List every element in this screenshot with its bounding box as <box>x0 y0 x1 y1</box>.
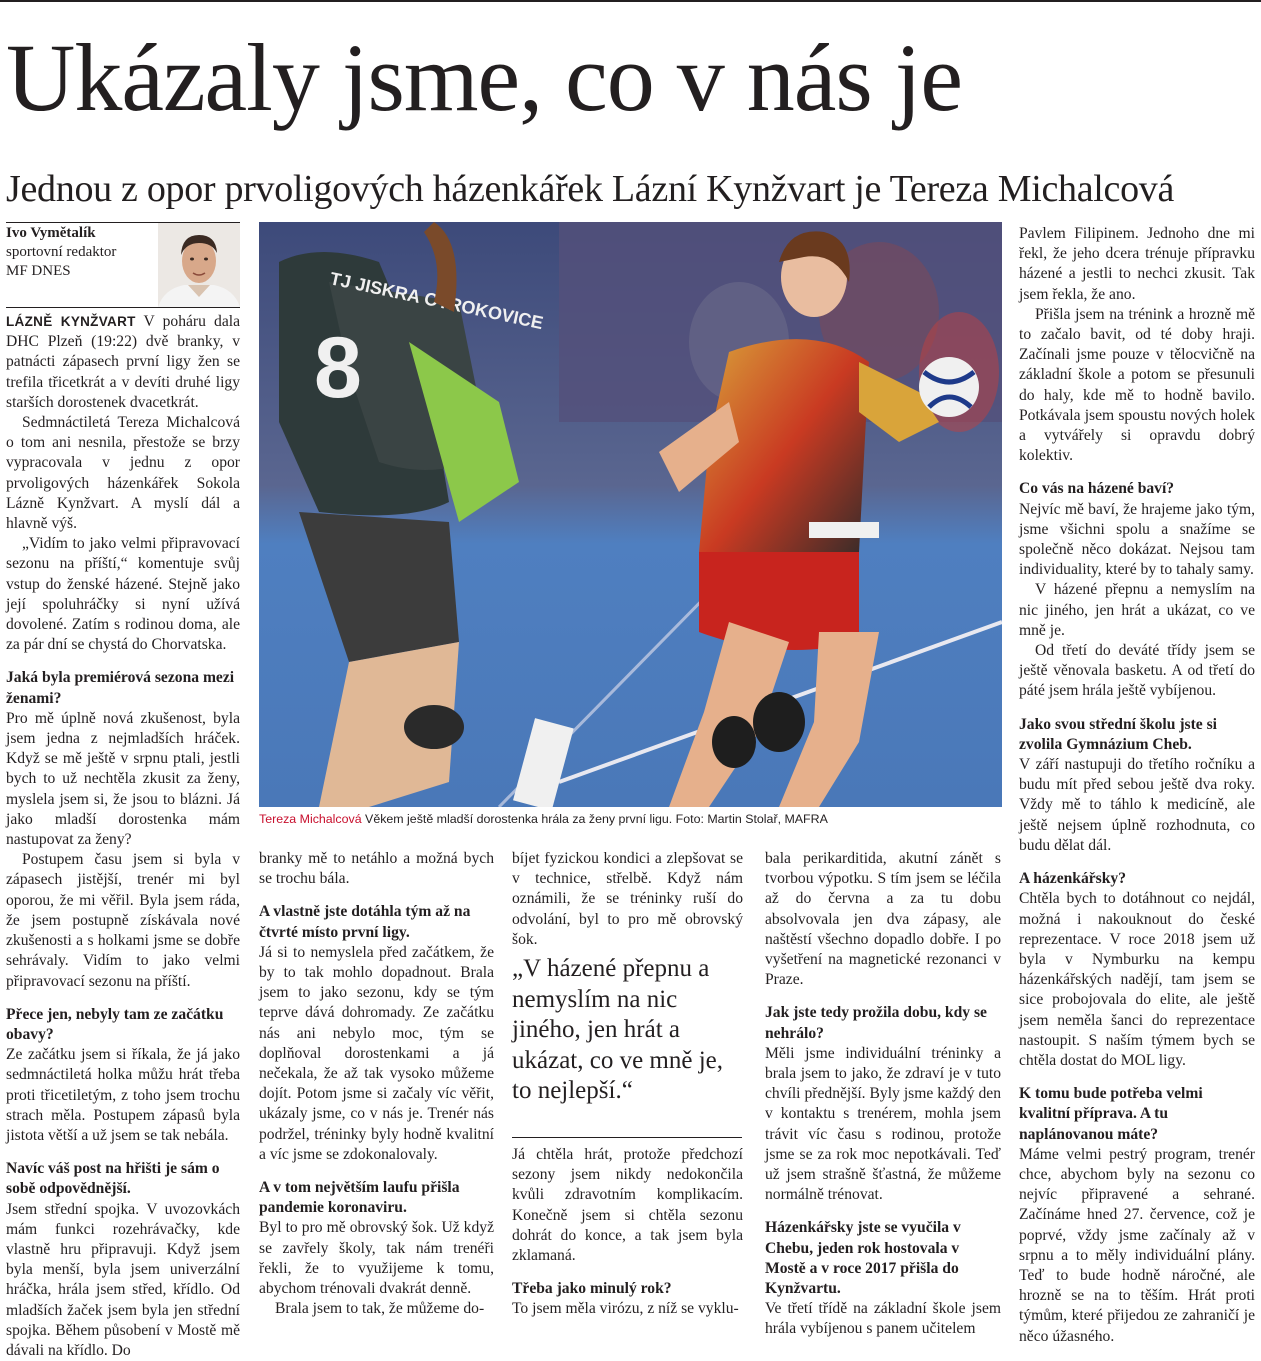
caption-credit: Foto: Martin Stolař, MAFRA <box>672 812 828 826</box>
handball-photo <box>259 222 1002 807</box>
column-2 <box>259 849 494 1319</box>
answer: To jsem měla virózu, z níž se vyklu- <box>512 1300 739 1318</box>
author-role: sportovní redaktor <box>6 244 117 260</box>
pull-quote-rule <box>512 1137 742 1138</box>
subheadline: Jednou z opor prvoligových házenkářek Lázní Kynžvart je Tereza Michalcová <box>6 168 1175 210</box>
answer: Nejvíc mě baví, že hrajeme jako tým, jsme všichni spolu a snažíme se společně něco dokázat. Nejsou tam individuality, které by to tahaly samy. <box>1019 500 1255 579</box>
answer: Ve třetí třídě na základní škole jsem hrála vybíjenou s panem učitelem <box>765 1300 1001 1338</box>
photo-caption <box>259 810 1019 828</box>
answer: Od třetí do deváté třídy jsem se ještě věnovala basketu. A od třetí do páté jsem hrála ještě vybíjenou. <box>1019 642 1255 700</box>
author-name: Ivo Vymětalík <box>6 225 96 241</box>
answer: Postupem času jsem si byla v zápasech jistější, trenér mi byl oporou, že mi věřil. Byla jsem ráda, že jsem postupně získávala nové zkušenosti a s holkami jsme se dobře sehrávaly. Vidím to jako velmi připravovací sezonu na příští. <box>6 851 240 990</box>
caption-text: Věkem ještě mladší dorostenka hrála za ženy první ligu. <box>361 812 673 826</box>
headline: Ukázaly jsme, co v nás je <box>6 24 962 131</box>
paragraph: Já chtěla hrát, protože předchozí sezony jsem nikdy nedokončila kvůli zdravotním komplikacím. Konečně jsem si chtěla sezonu dohrát do konce, a tak jsem byla zklamaná. <box>512 1146 743 1265</box>
answer: Ze začátku jsem si říkala, že já jako sedmnáctiletá holka můžu hrát třeba proti třicetiletým, z toho jsem trochu strach měla. Postupem zápasů byla jistota větší a už jsem se tak nebála. <box>6 1046 240 1144</box>
author-box <box>6 224 158 281</box>
answer: Měli jsme individuální tréninky a brala jsem to jako, že zdraví je v tuto chvíli přednější. Byly jsme každý den v kontaktu s trenérem, mohla jsem trávit víc času s rodinou, protože jsme se za rok moc nepotkávali. Teď už jsem strašně šťastná, že můžeme normálně trénovat. <box>765 1044 1001 1204</box>
answer: Brala jsem to tak, že můžeme do- <box>275 1300 485 1318</box>
paragraph: bíjet fyzickou kondici a zlepšovat se v technice, střelbě. Když nám oznámili, že se tréninky ruší do odvolání, byl to pro mě obrovský šok. <box>512 850 743 948</box>
question: Jako svou střední školu jste si zvolila Gymnázium Cheb. <box>1019 715 1217 753</box>
answer: V září nastupuji do třetího ročníku a budu mít před sebou ještě dva roky. Vždy mě to táhlo k medicíně, ale ještě nejsem úplně rozhodnuta, co budu dělat dál. <box>1019 756 1255 854</box>
dateline: LÁZNĚ KYNŽVART <box>6 314 136 329</box>
question: A vlastně jste dotáhla tým až na čtvrté místo první ligy. <box>259 903 471 941</box>
author-portrait-image <box>158 223 240 307</box>
jersey-left-text: TJ JISKRA OTROKOVICE <box>328 268 545 334</box>
paragraph: bala perikarditida, akutní zánět s tvorbou výpotku. S tím jsem se léčila až do června a za tu dobu absolvovala jen dva zápasy, ale naštěstí všechno dopadlo dobře. I po vyšetření na magnetické rezonanci v Praze. <box>765 850 1001 989</box>
answer: Máme velmi pestrý program, trenér chce, abychom byly na sezonu co nejvíc připravené a sehrané. Začínáme hned 27. července, což je poprvé, vždy jsme začínaly až v srpnu a to měly individuální plány. Teď to bude hodně náročné, ale hrozně se na to těším. Hrát proti týmům, které přijedou ze zahraničí je něco úžasného. <box>1019 1145 1255 1345</box>
article-photo <box>259 222 1002 807</box>
answer: Pro mě úplně nová zkušenost, byla jsem jedna z nejmladších hráček. Když se mě ještě v srpnu ptali, jestli bych to už nechtěla zkusit za ženy, myslela jsem si, že jsou to blázni. Já jako mladší dorostenka mám nastupovat za ženy? <box>6 709 240 849</box>
column-1 <box>6 312 240 1361</box>
question: A házenkářsky? <box>1019 870 1127 888</box>
paragraph: V poháru dala DHC Plzeň (19:22) dvě branky, v patnácti zápasech první ligy žen se trefila třicetkrát a v devíti druhé ligy starších dorostenek dvacetkrát. <box>6 313 240 411</box>
caption-name: Tereza Michalcová <box>259 812 362 826</box>
answer: Jsem střední spojka. V uvozovkách mám funkci rozehrávačky, kde vlastně hru připravuji. Když jsem byla menší, byla jsem univerzální hráčka, hrála jsem střed, křídlo. Od mladších žaček jsem byla jen střední spojka. Během působení v Mostě mě dávali na křídlo. Do <box>6 1200 240 1359</box>
paragraph: branky mě to netáhlo a možná bych se trochu bála. <box>259 850 494 888</box>
question: Přece jen, nebyly tam ze začátku obavy? <box>6 1005 224 1043</box>
paragraph: Pavlem Filipinem. Jednoho dne mi řekl, že jeho dcera trénuje přípravku házené a jestli to nechci zkusit. Tak jsem řekla, že ano. <box>1019 225 1255 303</box>
column-3 <box>512 849 743 950</box>
question: Co vás na házené baví? <box>1019 480 1175 498</box>
author-portrait <box>158 223 240 307</box>
column-5 <box>1019 224 1255 1347</box>
answer: Já si to nemyslela před začátkem, že by to tak mohlo dopadnout. Brala jsem to jako sezonu, kdy se tým teprve dává dohromady. Ze začátku nás ani nebylo moc, tým se doplňoval dorostenkami a já nečekala, že až tak vysoko můžeme dojít. Potom jsme si začaly víc věřit, ukázaly jsme, co v nás je. Trenér nás podržel, tréninky byly hodně kvalitní a víc jsme se zdokonalovaly. <box>259 943 494 1163</box>
question: A v tom největším laufu přišla pandemie koronaviru. <box>259 1179 460 1217</box>
column-3-lower <box>512 1145 743 1320</box>
column-4 <box>765 849 1001 1340</box>
answer: Chtěla bych to dotáhnout co nejdál, možná i nakouknout do české reprezentace. V roce 2018 jsem už byla v Nymburku na kempu házenkářských nadějí, tam jsem se sice probojovala do elite, ale ještě jsem neměla šanci do reprezentace nastoupit. S naším týmem bych se chtěla dostat do MOL ligy. <box>1019 890 1255 1069</box>
question: Jaká byla premiérová sezona mezi ženami? <box>6 669 235 707</box>
paragraph: Sedmnáctiletá Tereza Michalcová o tom ani nesnila, přestože se brzy vypracovala v jednu z opor prvoligových házenkářek Sokola Lázně Kynžvart. A myslí dál a hlavně výš. <box>6 414 240 533</box>
question: Jak jste tedy prožila dobu, kdy se nehrálo? <box>765 1004 987 1042</box>
author-outlet: MF DNES <box>6 263 71 279</box>
paragraph: Přišla jsem na trénink a hrozně mě to začalo bavit, od té doby hraji. Začínali jsme pouze v tělocvičně na základní škole a potom se přesunuli do haly, kde mě to hodně bavilo. Potkávala jsem spoustu nových holek a vytvářely si opravdu dobrý kolektiv. <box>1019 305 1255 465</box>
answer: V házené přepnu a nemyslím na nic jiného, jen hrát a ukázat, co ve mně je. <box>1019 581 1255 639</box>
jersey-left-number: 8 <box>314 320 362 416</box>
top-rule <box>0 0 1261 2</box>
author-bottom-rule <box>6 307 240 308</box>
question: Navíc váš post na hřišti je sám o sobě odpovědnější. <box>6 1160 220 1198</box>
answer: Byl to pro mě obrovský šok. Už když se zavřely školy, tak nám trenéři řekli, že to využijeme k tomu, abychom trénovali dvakrát denně. <box>259 1219 494 1298</box>
question: Házenkářsky jste se vyučila v Chebu, jeden rok hostovala v Mostě a v roce 2017 přišla do Kynžvartu. <box>765 1219 961 1298</box>
paragraph: „Vidím to jako velmi připravovací sezonu na příští,“ komentuje svůj vstup do ženské házené. Stejně jako její spoluhráčky si nyní užívá dovolené. Zatím s rodinou doma, ale za pár dní se chystá do Chorvatska. <box>6 535 240 654</box>
pull-quote: „V házené přepnu a nemyslím na nic jiného, jen hrát a ukázat, co ve mně je, to nejlepší.“ <box>512 955 724 1104</box>
question: K tomu bude potřeba velmi kvalitní příprava. A tu naplánovanou máte? <box>1019 1085 1203 1143</box>
question: Třeba jako minulý rok? <box>512 1280 672 1298</box>
